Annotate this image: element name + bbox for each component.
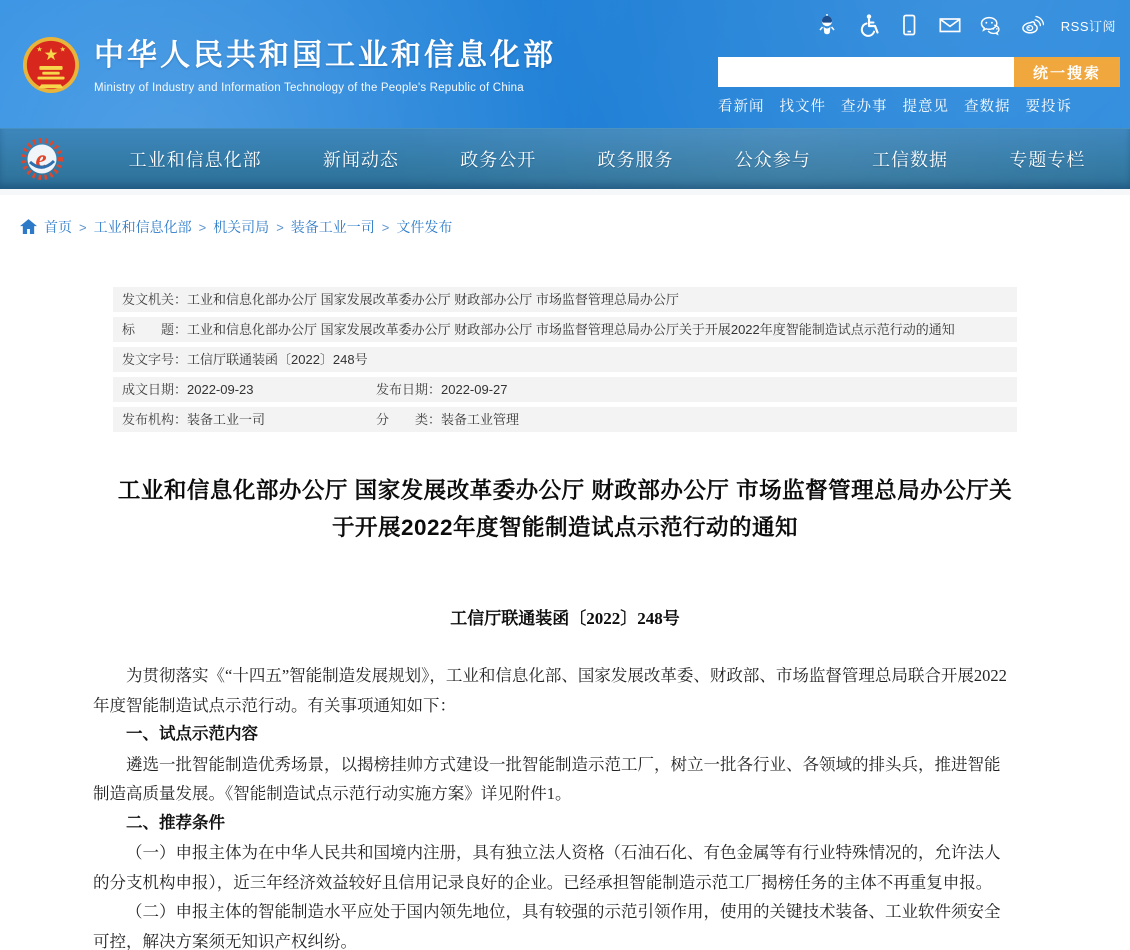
meta-label: 分 类： — [376, 412, 442, 427]
unified-search-button[interactable]: 统一搜索 — [1014, 57, 1120, 87]
nav-item-special-topics[interactable]: 专题专栏 — [1009, 150, 1086, 170]
paragraph: （一）申报主体为在中华人民共和国境内注册，具有独立法人资格（石油石化、有色金属等有行业特殊情况的，允许法人的分支机构申报），近三年经济效益较好且信用记录良好的企业。已经承担智能制造示范工厂揭榜任务的主体不再重复申报。 — [93, 843, 1001, 892]
quick-link-documents[interactable]: 找文件 — [779, 99, 826, 115]
site-title: 中华人民共和国工业和信息化部 — [94, 39, 556, 72]
meta-value: 工业和信息化部办公厅 国家发展改革委办公厅 财政部办公厅 市场监督管理总局办公厅 — [187, 292, 679, 307]
breadcrumb-miit[interactable]: 工业和信息化部 — [93, 219, 192, 235]
nav-items — [98, 146, 1116, 172]
meta-value: 装备工业管理 — [441, 412, 520, 427]
main-content — [0, 195, 1130, 950]
meta-row-title — [113, 317, 1017, 342]
meta-value: 工业和信息化部办公厅 国家发展改革委办公厅 财政部办公厅 市场监督管理总局办公厅关于开展2022年度智能制造试点示范行动的通知 — [187, 322, 955, 337]
section-heading-1: 一、试点示范内容 — [126, 725, 258, 743]
search-input[interactable] — [718, 57, 1014, 87]
meta-row-publisher-category — [113, 407, 1017, 432]
breadcrumb-equipment-dept[interactable]: 装备工业一司 — [290, 219, 375, 235]
breadcrumb-home[interactable]: 首页 — [44, 219, 72, 235]
meta-label: 成文日期： — [122, 382, 188, 397]
miit-e-logo-icon[interactable] — [20, 137, 64, 181]
svg-text:★: ★ — [43, 46, 59, 65]
weibo-icon[interactable] — [1020, 13, 1044, 37]
meta-row-doc-number — [113, 347, 1017, 372]
quick-link-suggestions[interactable]: 提意见 — [902, 99, 949, 115]
breadcrumb-current: 文件发布 — [396, 219, 453, 235]
breadcrumb — [0, 195, 1130, 237]
nav-item-public-participation[interactable]: 公众参与 — [734, 150, 811, 170]
document-meta-table — [113, 287, 1017, 432]
national-emblem-icon — [22, 36, 80, 99]
page-title: 工业和信息化部办公厅 国家发展改革委办公厅 财政部办公厅 市场监督管理总局办公厅关于开展2022年度智能制造试点示范行动的通知 — [117, 478, 1013, 540]
breadcrumb-separator: > — [276, 219, 284, 235]
svg-text:★: ★ — [36, 46, 43, 54]
meta-label: 发布日期： — [376, 382, 442, 397]
site-logo[interactable] — [22, 36, 556, 99]
nav-item-miit-data[interactable]: 工信数据 — [872, 150, 949, 170]
quick-link-complaints[interactable]: 要投诉 — [1025, 99, 1072, 115]
accessibility-icon[interactable] — [856, 13, 880, 37]
site-subtitle: Ministry of Industry and Information Technology of the People's Republic of China — [94, 82, 524, 94]
paragraph: 为贯彻落实《“十四五”智能制造发展规划》，工业和信息化部、国家发展改革委、财政部、市场监督管理总局联合开展2022年度智能制造试点示范行动。有关事项通知如下： — [93, 666, 1007, 715]
meta-row-dates — [113, 377, 1017, 402]
meta-label: 发文字号： — [122, 352, 188, 367]
meta-value: 装备工业一司 — [187, 412, 266, 427]
meta-label: 发布机构： — [122, 412, 188, 427]
breadcrumb-separator: > — [198, 219, 207, 235]
meta-value: 2022-09-27 — [441, 382, 508, 397]
meta-label: 发文机关： — [122, 292, 188, 307]
quick-link-services[interactable]: 查办事 — [841, 99, 888, 115]
search-bar — [718, 57, 1120, 87]
wechat-icon[interactable] — [979, 13, 1003, 37]
quick-links — [718, 95, 1072, 116]
paragraph: （二）申报主体的智能制造水平应处于国内领先地位，具有较强的示范引领作用，使用的关键技术装备、工业软件须安全可控，解决方案须无知识产权纠纷。 — [93, 902, 1001, 950]
nav-item-news[interactable]: 新闻动态 — [322, 150, 399, 170]
utility-bar — [815, 13, 1116, 37]
nav-item-gov-disclosure[interactable]: 政务公开 — [460, 150, 537, 170]
meta-value: 2022-09-23 — [187, 382, 254, 397]
rss-subscribe-link[interactable]: RSS订阅 — [1060, 18, 1116, 34]
home-icon[interactable] — [20, 219, 37, 234]
section-heading-2: 二、推荐条件 — [126, 813, 225, 832]
nav-item-miit[interactable]: 工业和信息化部 — [128, 150, 262, 170]
svg-text:e: e — [35, 146, 47, 173]
paragraph: 遴选一批智能制造优秀场景，以揭榜挂帅方式建设一批智能制造示范工厂，树立一批各行业、各领域的排头兵，推进智能制造高质量发展。《智能制造试点示范行动实施方案》详见附件1。 — [93, 754, 1001, 803]
meta-label: 标 题： — [122, 322, 188, 337]
main-nav — [0, 128, 1130, 189]
breadcrumb-separator: > — [79, 219, 87, 235]
mail-icon[interactable] — [938, 13, 962, 37]
meta-row-issuing-agency — [113, 287, 1017, 312]
document-number: 工信厅联通装函〔2022〕248号 — [450, 609, 680, 628]
robot-icon[interactable] — [815, 13, 839, 37]
meta-value: 工信厅联通装函〔2022〕248号 — [187, 352, 368, 367]
breadcrumb-departments[interactable]: 机关司局 — [213, 219, 270, 235]
site-header — [0, 0, 1130, 128]
breadcrumb-separator: > — [381, 219, 390, 235]
quick-link-data[interactable]: 查数据 — [964, 99, 1011, 115]
mobile-icon[interactable] — [897, 13, 921, 37]
nav-item-gov-services[interactable]: 政务服务 — [597, 150, 674, 170]
article-body — [93, 661, 1013, 950]
svg-text:★: ★ — [59, 46, 66, 54]
quick-link-news[interactable]: 看新闻 — [718, 99, 765, 115]
